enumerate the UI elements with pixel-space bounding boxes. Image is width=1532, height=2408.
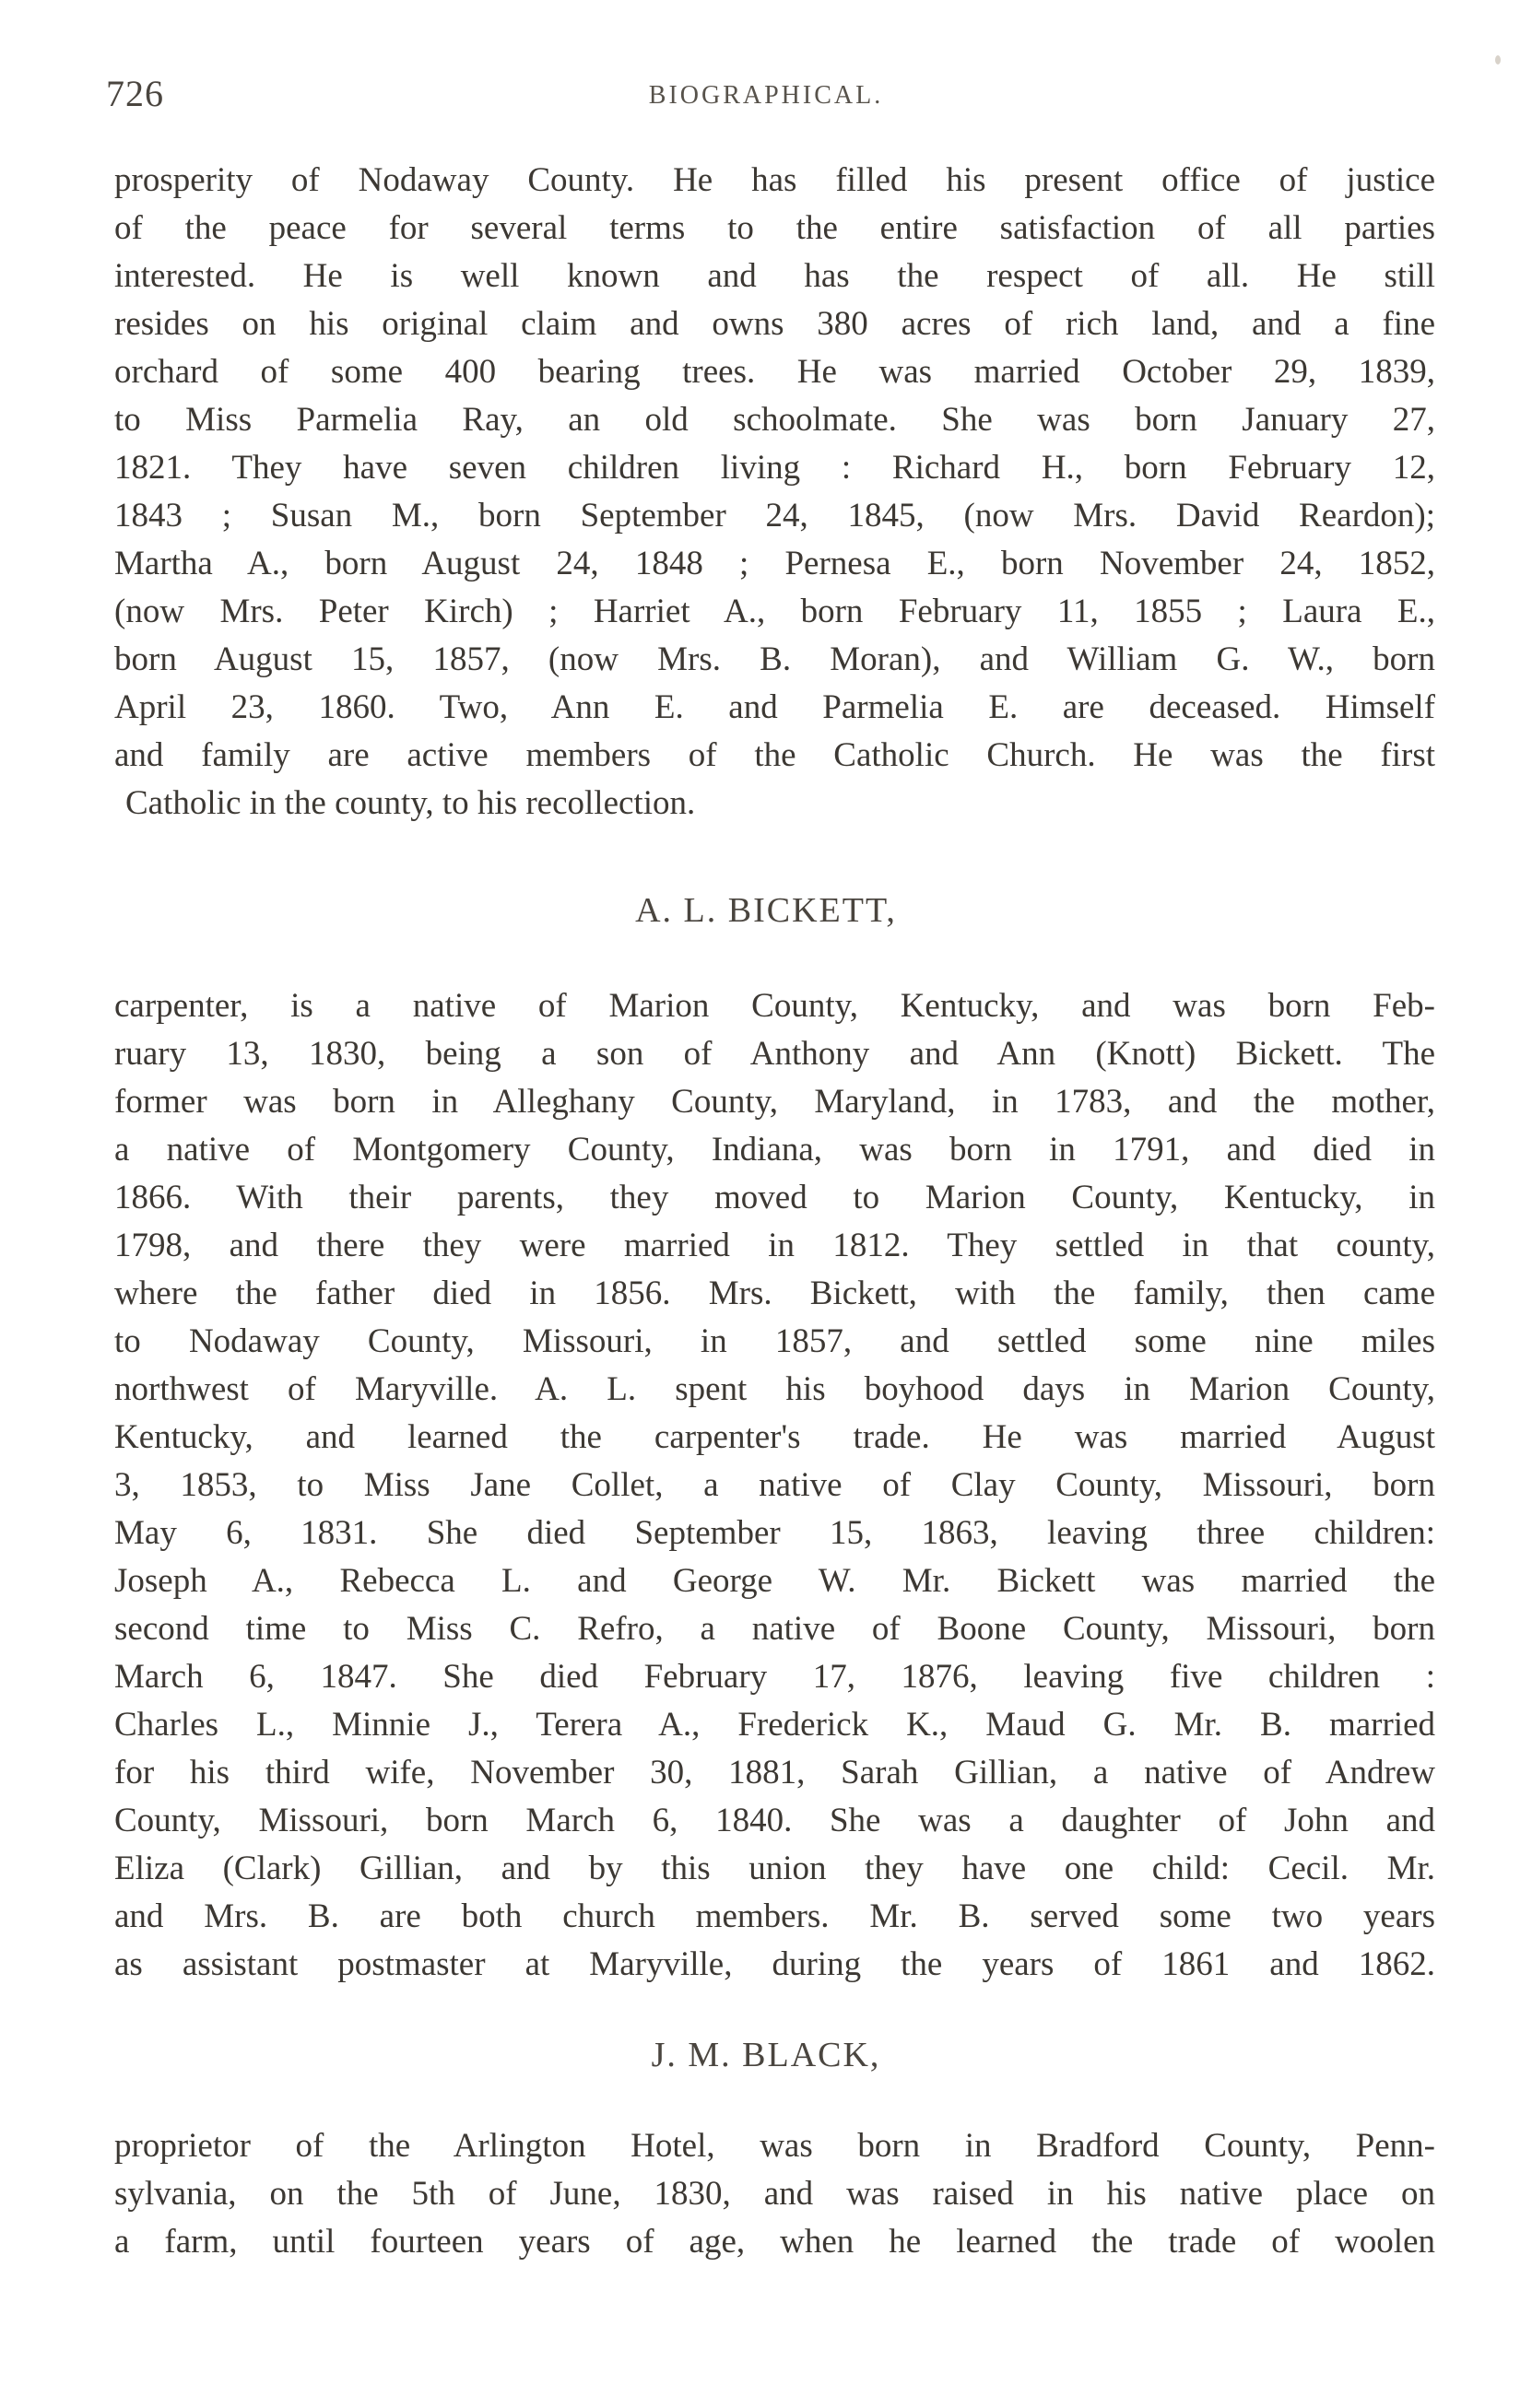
text-line: prosperity of Nodaway County. He has filled his present office of justice [114,161,1435,199]
text-line: Catholic in the county, to his recollection. [125,784,696,822]
text-line: 3, 1853, to Miss Jane Collet, a native of Clay County, Missouri, born [114,1466,1435,1504]
text-line: a farm, until fourteen years of age, when he learned the trade of woolen [114,2223,1435,2261]
text-line: interested. He is well known and has the respect of all. He still [114,257,1435,295]
text-line: 1866. With their parents, they moved to Marion County, Kentucky, in [114,1179,1435,1216]
text-line: resides on his original claim and owns 380 acres of rich land, and a fine [114,305,1435,343]
text-line: born August 15, 1857, (now Mrs. B. Moran), and William G. W., born [114,640,1435,678]
text-line: carpenter, is a native of Marion County, Kentucky, and was born Feb- [114,987,1435,1025]
page-number: 726 [106,73,164,114]
text-line: (now Mrs. Peter Kirch) ; Harriet A., born February 11, 1855 ; Laura E., [114,593,1435,630]
bickett-paragraph [114,982,1435,1989]
text-line: March 6, 1847. She died February 17, 1876, leaving five children : [114,1658,1435,1696]
continued-paragraph [114,157,1435,828]
text-line: of the peace for several terms to the entire satisfaction of all parties [114,209,1435,247]
text-line: 1821. They have seven children living : Richard H., born February 12, [114,449,1435,487]
running-head: BIOGRAPHICAL. [648,81,884,110]
text-line: where the father died in 1856. Mrs. Bickett, with the family, then came [114,1274,1435,1312]
text-line: Charles L., Minnie J., Terera A., Frederick K., Maud G. Mr. B. married [114,1706,1435,1744]
black-paragraph [114,2122,1435,2266]
text-line: May 6, 1831. She died September 15, 1863, leaving three children: [114,1514,1435,1552]
bickett-heading: A. L. BICKETT, [635,891,897,930]
text-line: sylvania, on the 5th of June, 1830, and was raised in his native place on [114,2175,1435,2213]
text-line: a native of Montgomery County, Indiana, was born in 1791, and died in [114,1131,1435,1169]
text-line: Joseph A., Rebecca L. and George W. Mr. Bickett was married the [114,1562,1435,1600]
text-line: and Mrs. B. are both church members. Mr. B. served some two years [114,1897,1435,1935]
paper-blemish [1495,55,1501,65]
text-line: as assistant postmaster at Maryville, during the years of 1861 and 1862. [114,1945,1435,1983]
text-line: April 23, 1860. Two, Ann E. and Parmelia E. are deceased. Himself [114,688,1435,726]
text-line: former was born in Alleghany County, Maryland, in 1783, and the mother, [114,1083,1435,1121]
text-line: proprietor of the Arlington Hotel, was born in Bradford County, Penn- [114,2127,1435,2165]
text-line: 1798, and there they were married in 1812. They settled in that county, [114,1227,1435,1264]
text-line: to Nodaway County, Missouri, in 1857, and settled some nine miles [114,1322,1435,1360]
text-line: Martha A., born August 24, 1848 ; Pernesa E., born November 24, 1852, [114,545,1435,582]
text-line: for his third wife, November 30, 1881, Sarah Gillian, a native of Andrew [114,1754,1435,1791]
text-line: ruary 13, 1830, being a son of Anthony and Ann (Knott) Bickett. The [114,1035,1435,1073]
text-line: and family are active members of the Catholic Church. He was the first [114,736,1435,774]
black-heading: J. M. BLACK, [651,2036,881,2074]
text-line: northwest of Maryville. A. L. spent his boyhood days in Marion County, [114,1370,1435,1408]
text-line: second time to Miss C. Refro, a native of Boone County, Missouri, born [114,1610,1435,1648]
text-line: Eliza (Clark) Gillian, and by this union they have one child: Cecil. Mr. [114,1850,1435,1887]
text-line: 1843 ; Susan M., born September 24, 1845, (now Mrs. David Reardon); [114,497,1435,534]
text-line: orchard of some 400 bearing trees. He was married October 29, 1839, [114,353,1435,391]
text-line: Kentucky, and learned the carpenter's trade. He was married August [114,1418,1435,1456]
text-line: County, Missouri, born March 6, 1840. She was a daughter of John and [114,1802,1435,1839]
text-line: to Miss Parmelia Ray, an old schoolmate. She was born January 27, [114,401,1435,439]
